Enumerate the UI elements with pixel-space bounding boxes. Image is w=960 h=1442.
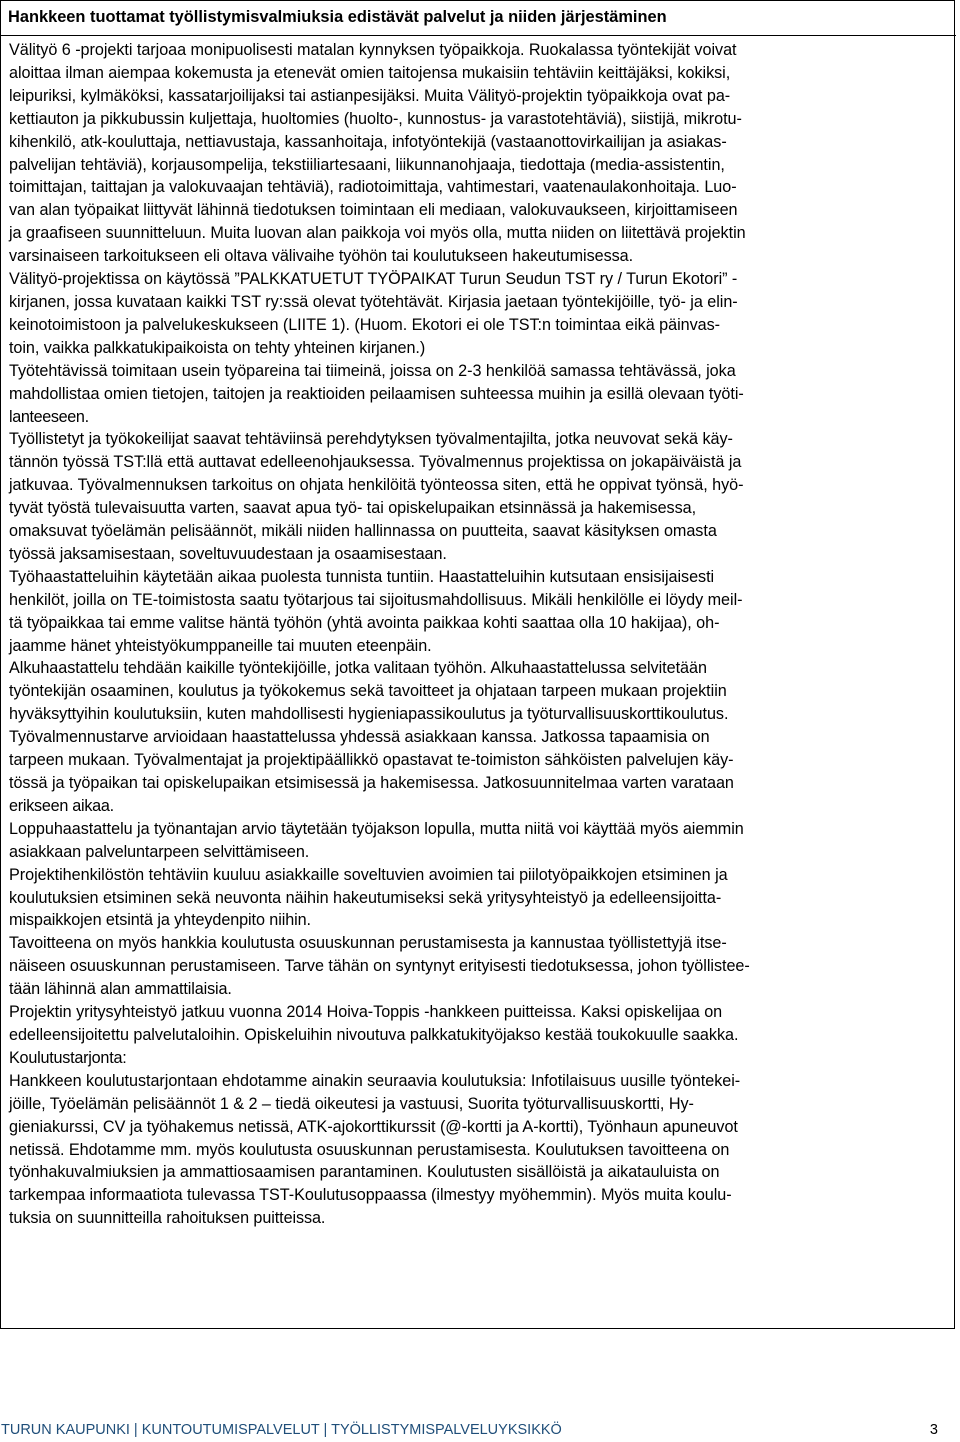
- paragraph-line: Projektihenkilöstön tehtäviin kuuluu asiakkaille soveltuvien avoimien tai piilotyöpaikkojen etsiminen ja: [9, 865, 728, 884]
- paragraph-line: henkilöt, joilla on TE-toimistosta saatu työtarjous tai sijoitusmahdollisuus. Mikäli henkilölle ei löydy meil-: [9, 590, 743, 609]
- paragraph-line: Työtehtävissä toimitaan usein työpareina tai tiimeinä, joissa on 2-3 henkilöä samassa tehtävässä, joka: [9, 361, 736, 380]
- paragraph-line: Työhaastatteluihin käytetään aikaa puolesta tunnista tuntiin. Haastatteluihin kutsutaan ensisijaisesti: [9, 567, 715, 586]
- paragraph-line: Välityö-projektissa on käytössä ”PALKKATUETUT TYÖPAIKAT Turun Seudun TST ry / Turun Ekotori” -: [9, 270, 738, 289]
- heading-row: [1, 1, 956, 36]
- paragraph-line: gieniakurssi, CV ja työhakemus netissä, ATK-ajokorttikurssit (@-kortti ja A-kortti), Työnhaun apuneuvot: [9, 1117, 738, 1136]
- paragraph-line: Hankkeen koulutustarjontaan ehdotamme ainakin seuraavia koulutuksia: Infotilaisuus uusille työntekei-: [9, 1071, 741, 1090]
- paragraph-line: leipuriksi, kylmäköksi, kassatarjoilijaksi tai astianpesijäksi. Muita Välityö-projektin työpaikkoja ovat pa-: [9, 86, 731, 105]
- paragraph-line: tyvät työstä tulevaisuutta varten, saavat apua työ- tai opiskelupaikan etsinnässä ja hakemisessa,: [9, 499, 697, 518]
- document-body: [9, 39, 954, 1230]
- paragraph-line: jöille, Työelämän pelisäännöt 1 & 2 – tiedä oikeutesi ja vastuusi, Suorita työturvallisuuskortti, Hy-: [9, 1094, 694, 1113]
- paragraph-line: toin, vaikka palkkatukipaikoista on tehty yhteinen kirjanen.): [9, 338, 426, 357]
- paragraph-line: näiseen osuuskunnan perustamiseen. Tarve tähän on syntynyt erityisesti tiedotuksessa, johon työllistee-: [9, 957, 750, 976]
- paragraph-line: varsinaiseen tarkoitukseen eli oltava välivaihe työhön tai koulutukseen hakeutumisessa.: [9, 247, 634, 266]
- paragraph-line: netissä. Ehdotamme mm. myös koulutusta osuuskunnan perustamisesta. Koulutuksen tavoitteena on: [9, 1140, 730, 1159]
- paragraph-line: ja graafiseen suunnitteluun. Muita luovan alan paikkoja voi myös olla, mutta niiden on liitettävä projektin: [9, 224, 746, 243]
- paragraph-line: omaksuvat työelämän pelisäännöt, mikäli niiden hallinnassa on puutteita, saavat käsityksen omasta: [9, 522, 717, 541]
- paragraph-line: tarkempaa informaatiota tulevassa TST-Koulutusoppaassa (ilmestyy myöhemmin). Myös muita koulu-: [9, 1186, 732, 1205]
- paragraph-line: Tavoitteena on myös hankkia koulutusta osuuskunnan perustamisesta ja kannustaa työllistettyjä itse-: [9, 934, 727, 953]
- paragraph-line: Työllistetyt ja työkokeilijat saavat tehtäviinsä perehdytyksen työvalmentajilta, jotka neuvovat sekä käy-: [9, 430, 733, 449]
- paragraph-line: edelleensijoitettu palvelutaloihin. Opiskeluihin nivoutuva palkkatukityöjakso kestää toukokuulle saakka.: [9, 1025, 739, 1044]
- footer-organization: TURUN KAUPUNKI | KUNTOUTUMISPALVELUT | TYÖLLISTYMISPALVELUYKSIKKÖ: [1, 1422, 562, 1438]
- paragraph-line: työnhakuvalmiuksien ja ammattiosaamisen parantaminen. Koulutusten sisällöistä ja aikatauluista on: [9, 1163, 720, 1182]
- paragraph-line: Koulutustarjonta:: [9, 1048, 127, 1067]
- paragraph-line: toimittajan, taittajan ja valokuvaajan tehtäviä), radiotoimittaja, vahtimestari, vaatenaulakonhoitaja. Luo-: [9, 178, 737, 197]
- paragraph-line: jaamme hänet yhteistyökumppaneille tai muuten eteenpäin.: [9, 636, 432, 655]
- paragraph-line: koulutuksien etsiminen sekä neuvonta näihin hakeutumiseksi sekä yritysyhteistyö ja edelleensijoitta-: [9, 888, 722, 907]
- paragraph-line: kirjanen, jossa kuvataan kaikki TST ry:ssä olevat työtehtävät. Kirjasia jaetaan työntekijöille, työ- ja elin-: [9, 292, 738, 311]
- paragraph-line: kettiauton ja pikkubussin kuljettaja, huoltomies (huolto-, kunnostus- ja varastotehtäviä), siistijä, mikrotu-: [9, 109, 742, 128]
- paragraph-line: Alkuhaastattelu tehdään kaikille työntekijöille, jotka valitaan työhön. Alkuhaastattelussa selvitetään: [9, 659, 707, 678]
- paragraph-line: mispaikkojen etsintä ja yhteydenpito niihin.: [9, 911, 311, 930]
- paragraph-line: tännön työssä TST:llä että auttavat edelleenohjauksessa. Työvalmennus projektissa on jokapäiväistä ja: [9, 453, 742, 472]
- paragraph-line: tuksia on suunnitteilla rahoituksen puitteissa.: [9, 1209, 326, 1228]
- paragraph-line: työntekijän osaaminen, koulutus ja työkokemus sekä tavoitteet ja ohjataan tarpeen mukaan projektiin: [9, 682, 727, 701]
- paragraph-line: erikseen aikaa.: [9, 796, 114, 815]
- paragraph-line: Työvalmennustarve arvioidaan haastattelussa yhdessä asiakkaan kanssa. Jatkossa tapaamisia on: [9, 728, 710, 747]
- paragraph-line: asiakkaan palveluntarpeen selvittämiseen.: [9, 842, 310, 861]
- paragraph-line: palvelijan tehtäviä), korjausompelija, tekstiiliartesaani, liikunnanohjaaja, tiedottaja (media-assistentin,: [9, 155, 725, 174]
- paragraph-line: Välityö 6 -projekti tarjoaa monipuolisesti matalan kynnyksen työpaikkoja. Ruokalassa työntekijät voivat: [9, 41, 737, 59]
- paragraph-line: tä työpaikkaa tai emme valitse häntä työhön (yhtä avointa paikkaa kohti saattaa olla 10 hakijaa), oh-: [9, 613, 720, 632]
- paragraph-line: lanteeseen.: [9, 407, 89, 426]
- document-heading: Hankkeen tuottamat työllistymisvalmiuksia edistävät palvelut ja niiden järjestäminen: [8, 8, 667, 26]
- paragraph-line: tarpeen mukaan. Työvalmentajat ja projektipäällikkö opastavat te-toimiston sähköisten palvelujen käy-: [9, 751, 734, 770]
- paragraph-line: mahdollistaa omien tietojen, taitojen ja reaktioiden peilaamisen suhteessa muihin ja esillä olevaan työti-: [9, 384, 744, 403]
- paragraph-line: jatkuvaa. Työvalmennuksen tarkoitus on ohjata henkilöitä työnteossa siten, että he oppivat työnsä, hyö-: [9, 476, 744, 495]
- paragraph-line: van alan työpaikat liittyvät lähinnä tiedotuksen toimintaan eli mediaan, valokuvaukseen, kirjoittamiseen: [9, 201, 738, 220]
- paragraph-line: Loppuhaastattelu ja työnantajan arvio täytetään työjakson lopulla, mutta niitä voi käyttää myös aiemmin: [9, 819, 744, 838]
- paragraph-line: aloittaa ilman aiempaa kokemusta ja etenevät omien taitojensa mukaisiin tehtäviin keittäjäksi, kokiksi,: [9, 63, 731, 82]
- paragraph-line: kihenkilö, atk-kouluttaja, nettiavustaja, kassanhoitaja, infotyöntekijä (vastaanottovirkailijan ja asiakas-: [9, 132, 727, 151]
- paragraph-line: tössä ja työpaikan tai opiskelupaikan etsimisessä ja hakemisessa. Jatkosuunnitelmaa varten varataan: [9, 774, 734, 792]
- page-number: 3: [929, 1422, 938, 1438]
- paragraph-line: Projektin yritysyhteistyö jatkuu vuonna 2014 Hoiva-Toppis -hankkeen puitteissa. Kaksi opiskelijaa on: [9, 1003, 723, 1022]
- page-footer: [0, 1421, 945, 1441]
- paragraph-line: tään lähinnä alan ammattilaisia.: [9, 980, 232, 999]
- paragraph-line: keinotoimistoon ja palvelukeskukseen (LIITE 1). (Huom. Ekotori ei ole TST:n toimintaa eikä päinvas-: [9, 315, 721, 334]
- paragraph-line: hyväksyttyihin koulutuksiin, kuten mahdollisesti hygieniapassikoulutus ja työturvallisuuskorttikoulutus.: [9, 705, 729, 724]
- paragraph-line: työssä jaksamisestaan, soveltuvuudestaan ja osaamisestaan.: [9, 544, 447, 563]
